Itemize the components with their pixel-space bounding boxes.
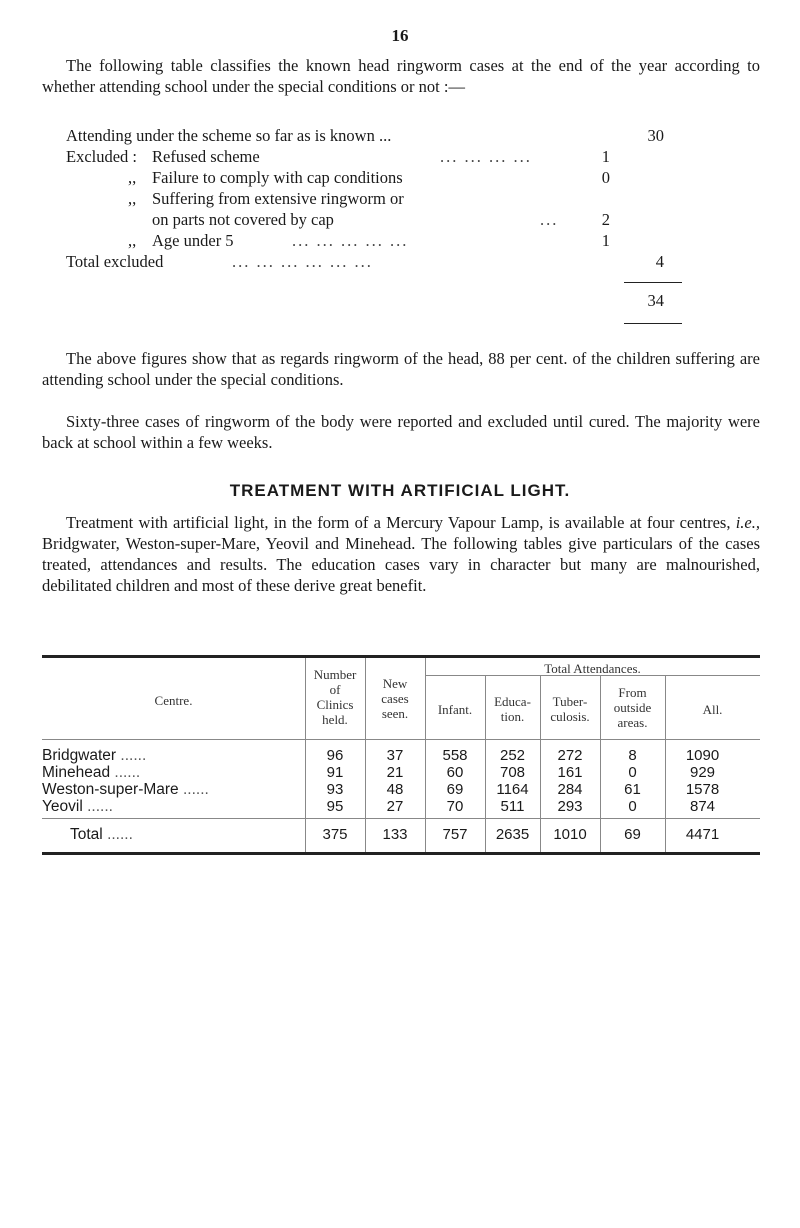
percent-paragraph: The above figures show that as regards ringworm of the head, 88 per cent. of the children suffering are attending school under the special conditions. — [42, 349, 760, 389]
header-education: Educa- tion. — [494, 694, 531, 724]
header-outside-areas: From outside areas. — [613, 685, 652, 730]
header-new-cases: New cases seen. — [381, 676, 409, 721]
treatment-text-before: Treatment with artificial light, in the form of a Mercury Vapour Lamp, is available at four centres, — [66, 513, 731, 532]
header-tuberculosis: Tuber- culosis. — [550, 694, 590, 724]
suffering-mark: ,, — [128, 189, 137, 208]
refused-label: Refused scheme — [152, 147, 260, 166]
table-bottom-rule — [42, 852, 760, 855]
treatment-paragraph — [42, 512, 760, 596]
header-all: All. — [702, 702, 723, 717]
refused-value: 1 — [601, 147, 610, 166]
body-bottom-rule — [42, 818, 760, 819]
suffering-label-line2: on parts not covered by cap — [152, 210, 334, 229]
header-clinics: Number of Clinics held. — [313, 667, 357, 727]
suffering-value: 2 — [601, 210, 610, 229]
total-excluded-leader: ... ... ... ... ... ... — [232, 252, 373, 271]
total-excluded-value: 4 — [655, 252, 664, 271]
failure-label: Failure to comply with cap conditions — [152, 168, 403, 187]
header-infant: Infant. — [437, 702, 473, 717]
header-bottom-rule — [42, 739, 760, 740]
treatment-text-after: Bridgwater, Weston-super-Mare, Yeovil and Minehead. The following tables give particulars of the cases treated, attendances and results. The education cases vary in character but many are malnourished, debilitated children and most of these derive great benefit. — [42, 534, 760, 595]
refused-leader: ... ... ... ... — [440, 147, 532, 166]
age-value: 1 — [601, 231, 610, 250]
suffering-leader: ... — [540, 210, 559, 229]
section-heading: TREATMENT WITH ARTIFICIAL LIGHT. — [229, 481, 571, 500]
total-excluded-label: Total excluded — [66, 252, 164, 271]
body-ringworm-paragraph: Sixty-three cases of ringworm of the body were reported and excluded until cured. The majority were back at school within a few weeks. — [42, 412, 760, 452]
grand-total-value: 34 — [647, 291, 664, 310]
header-centre: Centre. — [154, 693, 193, 708]
age-leader: ... ... ... ... ... — [292, 231, 409, 250]
sum-rule-top — [624, 282, 682, 283]
excluded-prefix: Excluded : — [66, 147, 138, 166]
header-total-attendances: Total Attendances. — [544, 661, 641, 676]
treatment-text-ie: i.e., — [735, 513, 761, 532]
failure-value: 0 — [601, 168, 610, 187]
attending-value: 30 — [647, 126, 664, 145]
suffering-label-line1: Suffering from extensive ringworm or — [152, 189, 404, 208]
sum-rule-bottom — [624, 323, 682, 324]
age-mark: ,, — [128, 231, 137, 250]
table-top-rule — [42, 655, 760, 658]
attending-label: Attending under the scheme so far as is known ... — [66, 126, 392, 145]
intro-paragraph: The following table classifies the known head ringworm cases at the end of the year according to whether attending school under the special conditions or not :— — [42, 56, 760, 96]
page-number: 16 — [391, 26, 409, 45]
age-label: Age under 5 — [152, 231, 234, 250]
failure-mark: ,, — [128, 168, 137, 187]
